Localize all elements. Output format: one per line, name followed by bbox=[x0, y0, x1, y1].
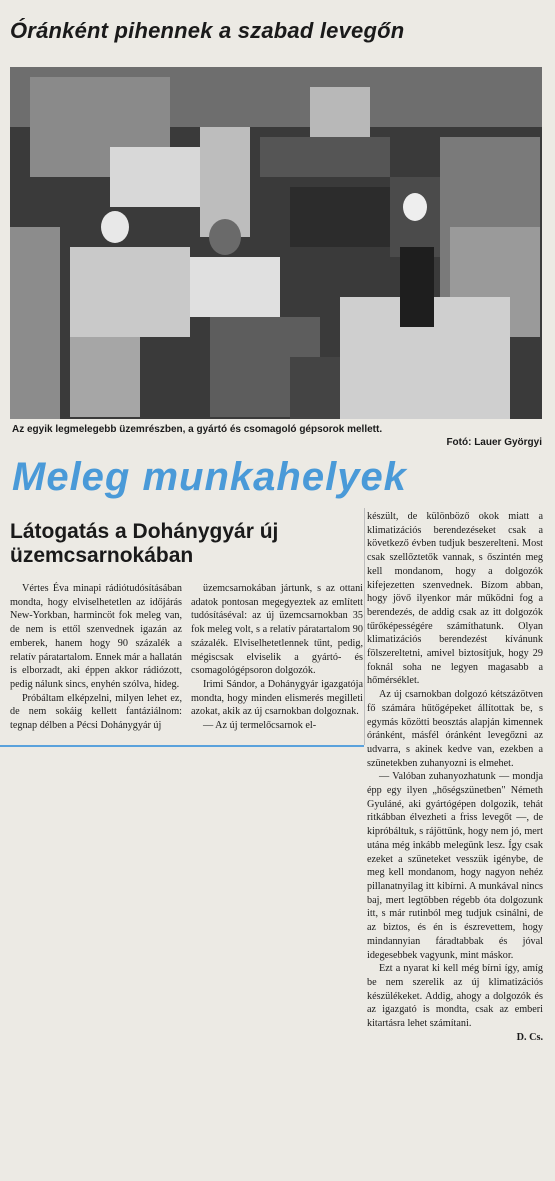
article-column-1 bbox=[10, 582, 182, 742]
headline: Meleg munkahelyek bbox=[12, 455, 407, 499]
paragraph: — Az új termelőcsarnok el- bbox=[203, 720, 317, 732]
author-signature: D. Cs. bbox=[516, 1031, 543, 1043]
blue-rule bbox=[0, 745, 364, 747]
paragraph: Irimi Sándor, a Dohánygyár igazgatója mondta, hogy minden elismerés megilleti azokat, akik az új csarnokban dolgoznak. bbox=[191, 678, 363, 718]
subheadline: Látogatás a Dohánygyár új üzemcsarnokában bbox=[10, 520, 279, 567]
paragraph: Az új csarnokban dolgozó kétszázötven fő számára hűtőgépeket állítottak be, s egymás közötti beosztás alapján kimennek óránként, másfél óránként levegőzni az udvarra, s akinek kedve van, ezekben a szünetekben zuhanyozni is elmehet. bbox=[367, 689, 543, 769]
paragraph: — Valóban zuhanyozhatunk — mondja épp egy ilyen „hőségszünetben" Németh Gyuláné, aki gyártógépen dolgozik, tehát ritkábban élvezheti a friss levegőt —, de kipróbáltuk, s rájöttünk, hogy nem jó, mert utána még inkább melegünk lesz. Így csak ezeket a szüneteket vesszük igénybe, de meg kell mondanom, hogy nagyon nehéz pillanatnyilag itt kibírni. A munkával nincs baj, mert legtöbben régebb óta dolgozunk itt, s már rutinból meg tudjuk csinálni, de az biztos, és én is észrevettem, hogy mindannyian fáradtabbak és jóval idegesebbek vagyunk, mint máskor. bbox=[367, 771, 543, 961]
paragraph: Próbáltam elképzelni, milyen lehet ez, de nem sokáig kellett fantáziálnom: tegnap délben a Pécsi Dohánygyár új bbox=[10, 692, 182, 732]
paragraph: üzemcsarnokában jártunk, s az ottani adatok pontosan megegyeztek az említett tudósításéval: az új üzemcsarnokban 35 fok meleg volt, s a relatív páratartalom 90 százalék. Elviselhetetlennek tűnt, pedig, mégiscsak elviselik a gyártó- és csomagológépsoron dolgozók. bbox=[191, 583, 363, 677]
article-column-3 bbox=[367, 510, 543, 1170]
photo-credit: Fotó: Lauer Györgyi bbox=[446, 437, 542, 448]
article-column-2 bbox=[191, 582, 363, 742]
caption-text: Az egyik legmelegebb üzemrészben, a gyártó és csomagoló gépsorok mellett. bbox=[12, 424, 383, 435]
paragraph: Ezt a nyarat ki kell még bírni így, amíg be nem szerelik az új klimatizációs készülékeket. Addig, ahogy a dolgozók és az igazgató is mondta, csak az emberi kitartásra lehet számítani. bbox=[367, 963, 543, 1030]
factory-photo bbox=[10, 67, 542, 419]
paragraph: készült, de különböző okok miatt a klimatizációs berendezéseket csak a következő évben tudjuk beszerelteni. Most csak szellőztetők vannak, s őszintén meg kell mondanom, hogy a dolgozók kifejezetten szenvednek. Bízom abban, hogy jövő ilyenkor már működni fog a berendezés, de addig csak az itt dolgozók tűrőképességére számíthatunk. Olyan klimatizációs berendezést kívánunk fölszereltetni, amivel biztosítjuk, hogy 29 foknál soha ne legyen magasabb a hőmérséklet. bbox=[367, 511, 543, 687]
paragraph: Vértes Éva minapi rádiótudósításában mondta, hogy elviselhetetlen az időjárás New-Yorkban, harmincöt fok meleg van, de nem is ettől szenvednek igazán az emberek, hanem hogy 90 százalék a relatív páratartalom. Ennek már a hallatán is elborzadt, aki éppen akkor rádiózott, pedig nálunk sincs, enyhén szólva, hideg. bbox=[10, 583, 182, 690]
column-divider bbox=[364, 508, 365, 745]
kicker-title: Óránként pihennek a szabad levegőn bbox=[10, 18, 405, 43]
photo-caption bbox=[12, 423, 542, 449]
headline-band bbox=[0, 455, 555, 507]
